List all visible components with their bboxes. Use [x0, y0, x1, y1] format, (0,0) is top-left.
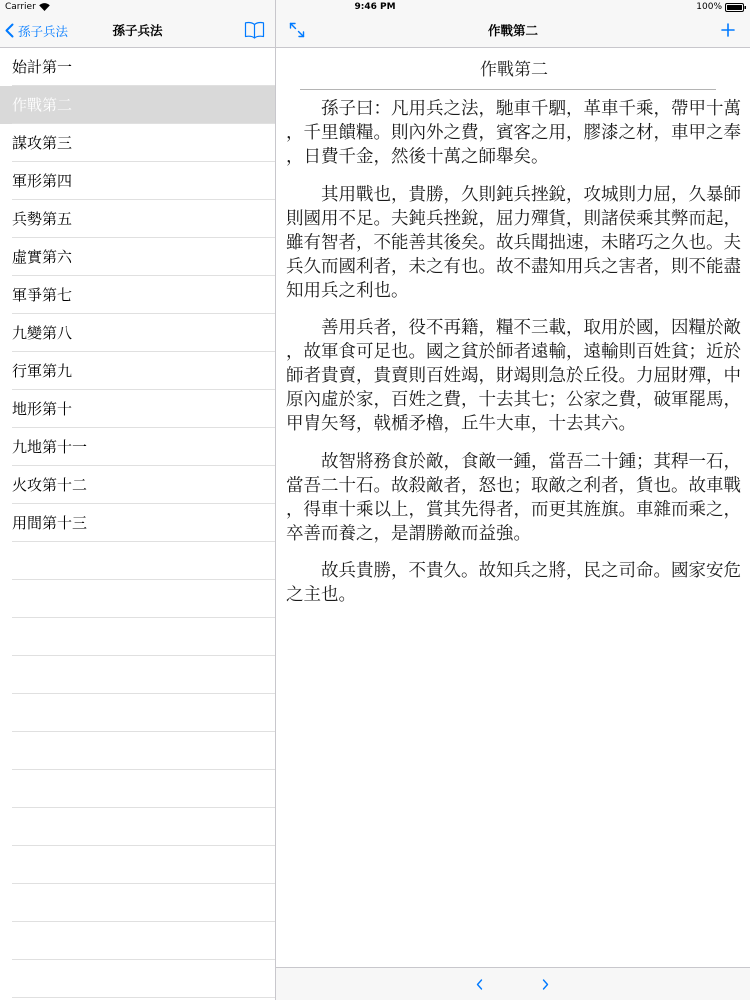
- next-chapter-button[interactable]: [539, 968, 551, 1000]
- chapter-item-label: 九地第十一: [12, 438, 88, 456]
- chevron-left-icon: [5, 23, 14, 38]
- chapter-item-label: 始計第一: [12, 58, 73, 76]
- battery-percent: 100%: [696, 2, 722, 12]
- paragraph: 故智將務食於敵，食敵一鍾，當吾二十鍾；萁稈一石，當吾二十石。故殺敵者，怒也；取敵之利者，貨也。故車戰，得車十乘以上，賞其先得者，而更其旌旗。車雜而乘之，卒善而養之，是謂勝敵而益強。: [286, 451, 741, 544]
- expand-arrows-icon: [289, 22, 305, 38]
- detail-title: 作戰第二: [487, 23, 538, 38]
- chevron-left-icon: [476, 979, 483, 990]
- paragraph: 其用戰也，貴勝，久則鈍兵挫銳，攻城則力屈，久暴師則國用不足。夫鈍兵挫銳，屈力殫貨，則諸侯乘其弊而起，雖有智者，不能善其後矣。故兵聞拙速，未睹巧之久也。夫兵久而國利者，未之有也。故不盡知用兵之害者，則不能盡知用兵之利也。: [286, 184, 741, 301]
- chapter-item[interactable]: [0, 200, 275, 238]
- chapter-item-label: 謀攻第三: [12, 134, 73, 152]
- chapter-item-label: 作戰第二: [12, 96, 73, 114]
- chapter-item-label: 火攻第十二: [12, 476, 88, 494]
- clock: 9:46 PM: [354, 2, 396, 12]
- status-bar: [0, 0, 750, 14]
- chapter-item[interactable]: [0, 466, 275, 504]
- chapter-item[interactable]: [0, 390, 275, 428]
- chapter-item-label: 軍爭第七: [12, 286, 73, 304]
- chapter-text: [276, 48, 750, 967]
- chapter-item[interactable]: [0, 162, 275, 200]
- chapter-item[interactable]: [0, 428, 275, 466]
- fullscreen-button[interactable]: [289, 22, 305, 38]
- book-icon: [244, 21, 265, 39]
- chapter-list: [0, 48, 275, 542]
- chapter-item[interactable]: [0, 276, 275, 314]
- back-button-label: 孫子兵法: [18, 23, 69, 39]
- add-button[interactable]: [720, 22, 736, 38]
- chapter-item[interactable]: [0, 314, 275, 352]
- heading-divider: [300, 89, 716, 90]
- chapter-item-label: 用間第十三: [12, 514, 88, 532]
- chapter-item[interactable]: [0, 352, 275, 390]
- chapter-item-label: 地形第十: [12, 400, 73, 418]
- paragraph: 善用兵者，役不再籍，糧不三載，取用於國，因糧於敵，故軍食可足也。國之貧於師者遠輸，遠輸則百姓貧；近於師者貴賣，貴賣則百姓竭，財竭則急於丘役。力屈財殫，中原內虛於家，百姓之費，十去其七；公家之費，破軍罷馬，甲胄矢弩，戟楯矛櫓，丘牛大車，十去其六。: [286, 318, 741, 434]
- previous-chapter-button[interactable]: [473, 968, 485, 1000]
- wifi-icon: [39, 3, 50, 11]
- chevron-right-icon: [542, 979, 549, 990]
- back-button[interactable]: [5, 14, 68, 47]
- chapter-item[interactable]: [0, 124, 275, 162]
- chapter-item-label: 兵勢第五: [12, 210, 73, 228]
- status-left: [5, 1, 50, 13]
- empty-list-area: [12, 542, 275, 1000]
- status-right: [696, 1, 747, 13]
- chapter-item[interactable]: [0, 238, 275, 276]
- chapter-detail: [276, 0, 750, 1000]
- chapter-nav-toolbar: [276, 967, 750, 1000]
- battery-icon: [725, 3, 747, 12]
- paragraph: 故兵貴勝，不貴久。故知兵之將，民之司命。國家安危之主也。: [286, 561, 741, 605]
- sidebar-title: 孫子兵法: [112, 23, 163, 38]
- chapter-item-label: 九變第八: [12, 324, 73, 342]
- carrier-label: Carrier: [5, 2, 36, 12]
- chapter-heading: 作戰第二: [480, 60, 548, 80]
- chapter-item[interactable]: [0, 504, 275, 542]
- chapter-item[interactable]: [0, 48, 275, 86]
- chapter-item-label: 行軍第九: [12, 362, 73, 380]
- chapter-item-label: 虛實第六: [12, 248, 73, 266]
- paragraph: 孫子曰：凡用兵之法，馳車千駟，革車千乘，帶甲十萬，千里饋糧。則內外之費，賓客之用，膠漆之材，車甲之奉，日費千金，然後十萬之師舉矣。: [286, 99, 741, 167]
- chapter-sidebar: [0, 0, 276, 1000]
- chapter-item[interactable]: [0, 86, 275, 124]
- bookmarks-button[interactable]: [244, 21, 265, 39]
- plus-icon: [720, 22, 736, 38]
- chapter-item-label: 軍形第四: [12, 172, 73, 190]
